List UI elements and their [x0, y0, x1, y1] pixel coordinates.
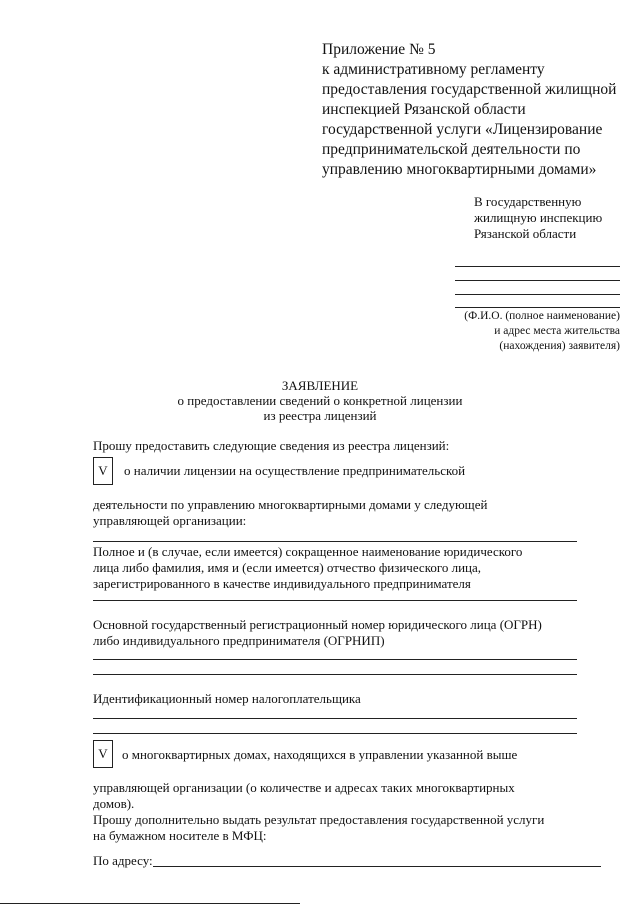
fio-note	[464, 309, 620, 354]
org-name-line-bottom[interactable]	[93, 600, 577, 601]
option1-text: о наличии лицензии на осуществление предпринимательской	[124, 463, 466, 478]
option2-continuation: управляющей организации (о количестве и адресах таких многоквартирных	[93, 780, 515, 795]
check-mark: V	[98, 746, 108, 761]
appendix-line: Приложение № 5	[322, 41, 436, 58]
appendix-line: предоставления государственной жилищной	[322, 81, 617, 98]
org-name-label: зарегистрированного в качестве индивидуального предпринимателя	[93, 576, 471, 591]
option2-text: о многоквартирных домах, находящихся в управлении указанной выше	[122, 747, 518, 762]
inn-label: Идентификационный номер налогоплательщика	[93, 691, 361, 706]
document-title	[0, 378, 640, 423]
ogrn-line-2[interactable]	[93, 674, 577, 675]
option1-checkbox[interactable]	[93, 457, 113, 485]
intro-text: Прошу предоставить следующие сведения из реестра лицензий:	[93, 438, 450, 453]
addressee-line: В государственную	[474, 194, 582, 209]
title-subline: о предоставлении сведений о конкретной лицензии	[177, 393, 463, 408]
address-label: По адресу:	[93, 853, 153, 868]
address-line[interactable]	[153, 866, 601, 867]
appendix-line: инспекцией Рязанской области	[322, 101, 526, 118]
org-name-label: Полное и (в случае, если имеется) сокращенное наименование юридического	[93, 544, 523, 559]
check-mark: V	[98, 463, 108, 478]
fio-note-line: и адрес места жительства	[494, 325, 620, 337]
title-subline: из реестра лицензий	[263, 408, 377, 423]
appendix-header	[322, 40, 627, 180]
appendix-line: предпринимательской деятельности по	[322, 141, 581, 158]
org-name-label: лица либо фамилия, имя и (если имеется) отчество физического лица,	[93, 560, 482, 575]
applicant-line-2[interactable]	[455, 280, 620, 281]
applicant-line-3[interactable]	[455, 294, 620, 295]
inn-line-1[interactable]	[93, 718, 577, 719]
ogrn-label: либо индивидуального предпринимателя (ОГРНИП)	[93, 633, 385, 648]
addressee-line: жилищную инспекцию	[474, 210, 603, 225]
fio-note-line: (нахождения) заявителя)	[499, 340, 620, 352]
option2-continuation: домов).	[93, 796, 135, 811]
fio-note-line: (Ф.И.О. (полное наименование)	[464, 310, 620, 322]
extra-request: на бумажном носителе в МФЦ:	[93, 828, 267, 843]
appendix-line: к административному регламенту	[322, 61, 545, 78]
addressee-line: Рязанской области	[474, 226, 577, 241]
applicant-line-1[interactable]	[455, 266, 620, 267]
title-heading: ЗАЯВЛЕНИЕ	[281, 378, 359, 393]
addressee	[474, 194, 602, 242]
inn-line-2[interactable]	[93, 733, 577, 734]
appendix-line: государственной услуги «Лицензирование	[322, 121, 603, 138]
option1-continuation: деятельности по управлению многоквартирными домами у следующей	[93, 497, 488, 512]
footer-line	[0, 903, 300, 904]
applicant-line-4[interactable]	[455, 307, 620, 308]
appendix-line: управлению многоквартирными домами»	[322, 161, 597, 178]
ogrn-label: Основной государственный регистрационный номер юридического лица (ОГРН)	[93, 617, 542, 632]
option2-checkbox[interactable]	[93, 740, 113, 768]
extra-request: Прошу дополнительно выдать результат предоставления государственной услуги	[93, 812, 545, 827]
option1-continuation: управляющей организации:	[93, 513, 247, 528]
ogrn-line-1[interactable]	[93, 659, 577, 660]
org-name-line-top[interactable]	[93, 541, 577, 542]
